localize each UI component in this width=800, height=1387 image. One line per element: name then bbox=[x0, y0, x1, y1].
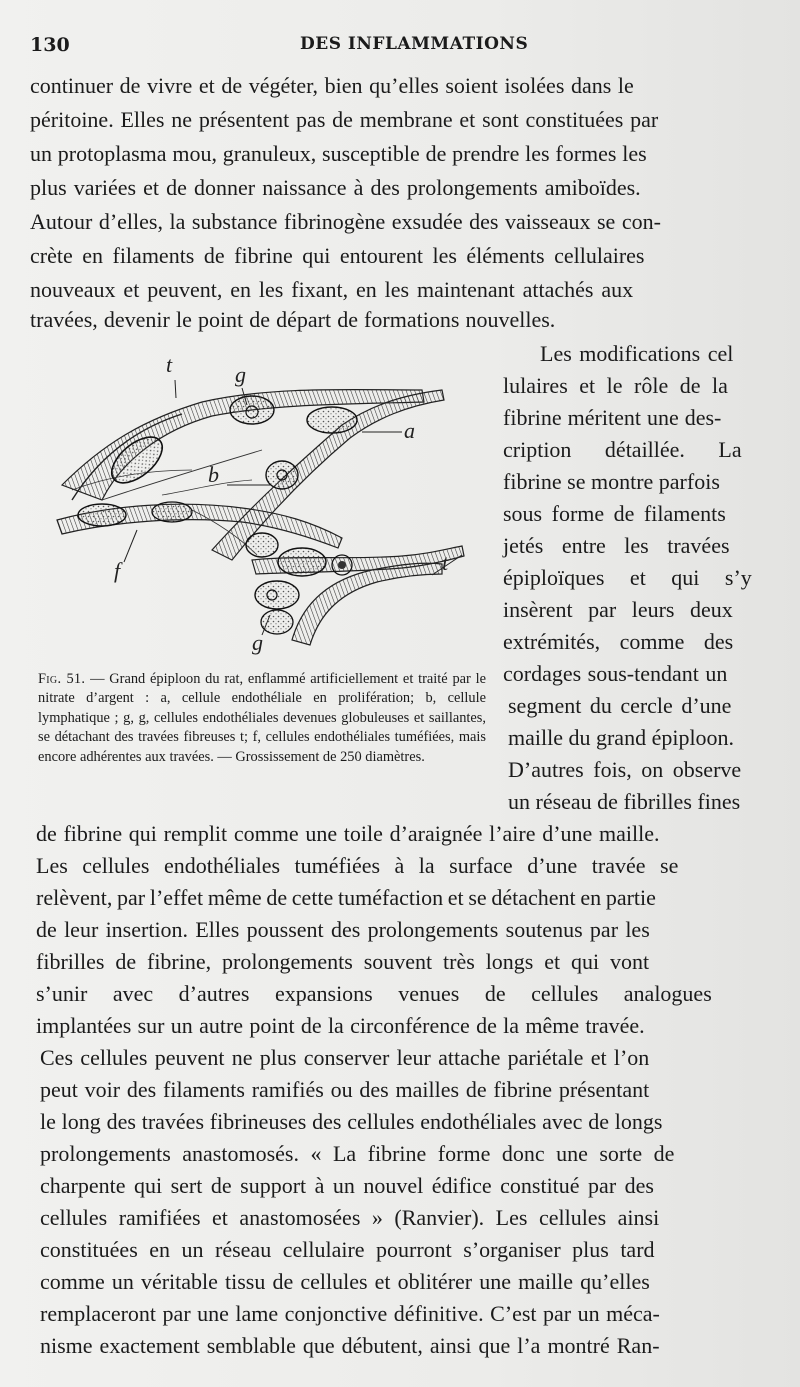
figure-illustration bbox=[42, 350, 492, 660]
figure-label-t-right: t bbox=[442, 550, 449, 575]
text-line: prolongements anastomosés. « La fibrine forme donc une sorte de bbox=[40, 1141, 675, 1166]
page-number: 130 bbox=[30, 34, 70, 56]
figure-label-t: t bbox=[166, 352, 173, 377]
text-line: insèrent par leurs deux bbox=[503, 597, 733, 622]
text-line: plus variées et de donner naissance à des prolongements amiboïdes. bbox=[30, 175, 641, 200]
text-line: nisme exactement semblable que débutent, ainsi que l’a montré Ran- bbox=[40, 1333, 660, 1358]
figure-label-g: g bbox=[235, 362, 246, 387]
figure-caption-text: — Grand épiploon du rat, enflammé artificiellement et traité par le nitrate d’argent : a, cellule endothéliale en prolifération; b, cellule lymphatique ; g, g, cellules endothéliales devenues globuleuses et saillantes, se détachant des travées fibreuses t; f, cellules endothéliales tuméfiées, mais encore adhérentes aux travées. — Grossissement de 250 diamètres. bbox=[38, 671, 486, 765]
text-line: peut voir des filaments ramifiés ou des mailles de fibrine présentant bbox=[40, 1077, 650, 1102]
text-line: Les cellules endothéliales tuméfiées à la surface d’une travée se bbox=[36, 853, 679, 878]
page-header bbox=[30, 34, 770, 60]
text-line: de leur insertion. Elles poussent des prolongements soutenus par les bbox=[36, 917, 650, 942]
figure-label-g-bottom: g bbox=[252, 630, 263, 655]
text-line: un protoplasma mou, granuleux, susceptible de prendre les formes les bbox=[30, 141, 647, 166]
text-line: implantées sur un autre point de la circonférence de la même travée. bbox=[36, 1013, 645, 1038]
text-line: D’autres fois, on observe bbox=[508, 757, 742, 782]
text-line: le long des travées fibrineuses des cellules endothéliales avec de longs bbox=[40, 1109, 663, 1134]
text-line: relèvent, par l’effet même de cette tuméfaction et se détachent en partie bbox=[36, 885, 656, 910]
figure-caption-label: Fig. 51. bbox=[38, 671, 86, 687]
text-line: épiploïques et qui s’y bbox=[503, 565, 752, 590]
text-line: maille du grand épiploon. bbox=[508, 725, 735, 750]
text-line: Ces cellules peuvent ne plus conserver leur attache pariétale et l’on bbox=[40, 1045, 650, 1070]
text-line: fibrilles de fibrine, prolongements souvent très longs et qui vont bbox=[36, 949, 650, 974]
text-line: s’unir avec d’autres expansions venues de cellules analogues bbox=[36, 981, 712, 1006]
text-line: crète en filaments de fibrine qui entourent les éléments cellulaires bbox=[30, 243, 645, 268]
figure-label-b: b bbox=[208, 462, 219, 487]
text-line: un réseau de fibrilles fines bbox=[508, 789, 741, 814]
text-line: sous forme de filaments bbox=[503, 501, 726, 526]
text-line: Les modifications cel bbox=[540, 341, 734, 366]
text-line: fibrine méritent une des- bbox=[503, 405, 722, 430]
text-line: cription détaillée. La bbox=[503, 437, 742, 462]
text-line: nouveaux et peuvent, en les fixant, en les maintenant attachés aux bbox=[30, 277, 634, 302]
text-line: de fibrine qui remplit comme une toile d’araignée l’aire d’une maille. bbox=[36, 821, 660, 846]
figure-caption bbox=[38, 670, 486, 767]
text-line: Autour d’elles, la substance fibrinogène exsudée des vaisseaux se con- bbox=[30, 209, 661, 234]
running-title: DES INFLAMMATIONS bbox=[300, 34, 529, 54]
text-line: cordages sous-tendant un bbox=[503, 661, 728, 686]
text-line: travées, devenir le point de départ de formations nouvelles. bbox=[30, 307, 556, 332]
text-line: extrémités, comme des bbox=[503, 629, 734, 654]
text-line: constituées en un réseau cellulaire pourront s’organiser plus tard bbox=[40, 1237, 655, 1262]
figure-label-f: f bbox=[114, 558, 121, 583]
text-line: continuer de vivre et de végéter, bien qu’elles soient isolées dans le bbox=[30, 73, 634, 98]
text-line: remplaceront par une lame conjonctive définitive. C’est par un méca- bbox=[40, 1301, 660, 1326]
text-line: segment du cercle d’une bbox=[508, 693, 732, 718]
text-line: lulaires et le rôle de la bbox=[503, 373, 728, 398]
text-line: péritoine. Elles ne présentent pas de membrane et sont constituées par bbox=[30, 107, 659, 132]
epiploon-drawing bbox=[42, 350, 492, 660]
text-line: fibrine se montre parfois bbox=[503, 469, 720, 494]
text-line: jetés entre les travées bbox=[503, 533, 730, 558]
text-line: charpente qui sert de support à un nouvel édifice constitué par des bbox=[40, 1173, 654, 1198]
figure-label-a: a bbox=[404, 418, 415, 443]
text-line: cellules ramifiées et anastomosées » (Ranvier). Les cellules ainsi bbox=[40, 1205, 660, 1230]
text-line: comme un véritable tissu de cellules et oblitérer une maille qu’elles bbox=[40, 1269, 650, 1294]
